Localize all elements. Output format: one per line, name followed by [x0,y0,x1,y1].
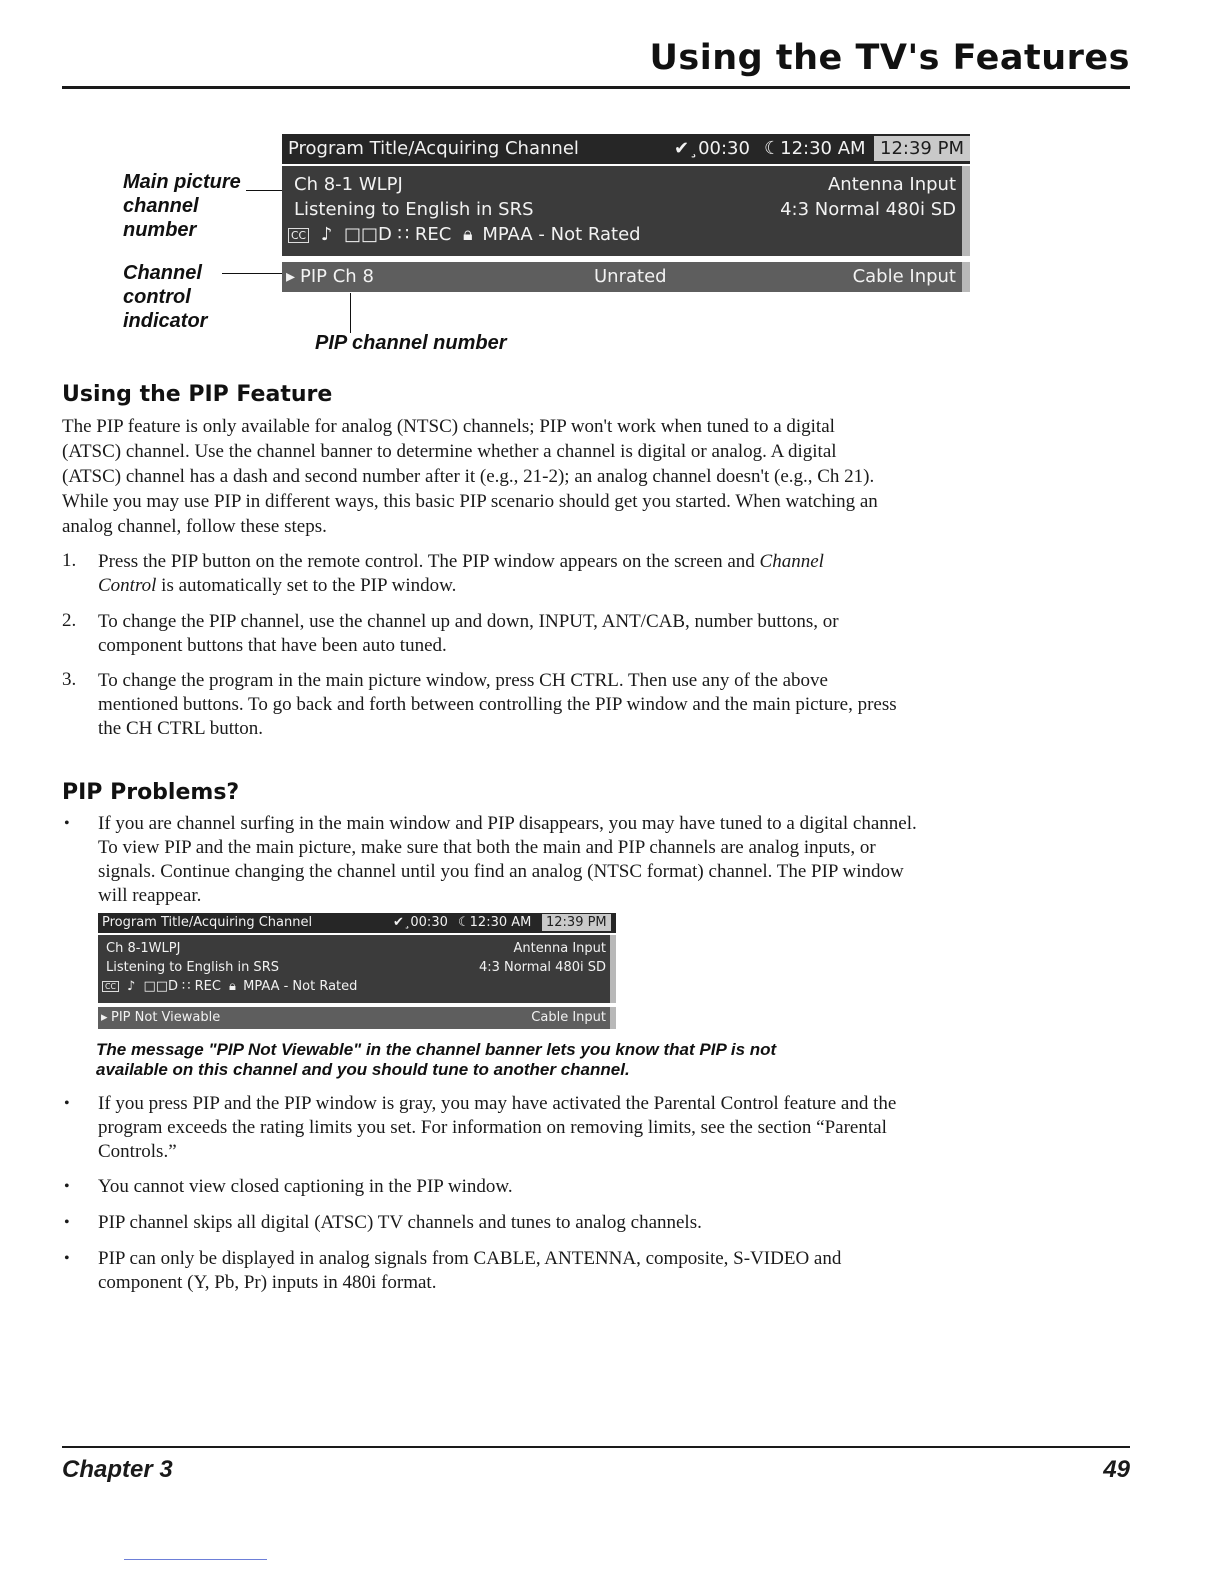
problem-item: If you are channel surfing in the main window and PIP disappears, you may have tuned to a digital channel. To view PIP and the main picture, make sure that both the main and PIP channels are analog inputs, or signals. Continue changing the channel until you find an analog (NTSC format) channel. The PIP window will reappear. [98,813,917,906]
banner-channel: Ch 8-1WLPJ [106,941,181,956]
channel-banner-figure2 [98,913,616,1034]
banner-main-info [98,935,616,1003]
banner-icons: □□D ∷ REC [344,224,452,245]
page-header-title: Using the TV's Features [649,38,1130,78]
banner-timer: ✔¸00:30 [674,138,750,159]
heading-pip-problems: PIP Problems? [62,780,240,805]
problem-item: PIP channel skips all digital (ATSC) TV channels and tunes to analog channels. [98,1212,702,1233]
lock-icon: 🔒︎ [463,224,473,245]
heading-using-pip: Using the PIP Feature [62,382,333,407]
footer-page-number: 49 [1103,1456,1130,1483]
bullet-icon: • [64,1250,70,1267]
footer-rule [62,1446,1130,1448]
audio-icon: ♪ [127,979,136,994]
bullet-icon: • [64,1095,70,1112]
banner-clock: ☾12:30 AM [458,915,532,930]
audio-icon: ♪ [320,224,333,245]
step-number: 3. [62,669,77,690]
bullet-icon: • [64,1178,70,1195]
channel-banner-figure1 [282,134,970,298]
banner-timer: ✔¸00:30 [393,915,448,930]
figure2-caption: The message "PIP Not Viewable" in the channel banner lets you know that PIP is not available on this channel and you should tune to another channel. [96,1040,777,1079]
leader-pip-channel [350,293,351,333]
scan-artifact-line [124,1559,267,1560]
pip-arrow-icon: ▸ [286,266,296,287]
problem-item: PIP can only be displayed in analog signals from CABLE, ANTENNA, composite, S-VIDEO and component (Y, Pb, Pr) inputs in 480i format. [98,1248,842,1293]
step-number: 2. [62,610,77,631]
banner-audio: Listening to English in SRS [294,199,534,220]
banner-title-bar [282,134,970,164]
intro-paragraph: The PIP feature is only available for analog (NTSC) channels; PIP won't work when tuned to a digital (ATSC) channel. Use the channel banner to determine whether a channel is digital or analog. A digital (ATSC) channel has a dash and second number after it (e.g., 21-2); an analog channel doesn't (e.g., Ch 21). While you may use PIP in different ways, this basic PIP scenario should get you started. When watching an analog channel, follow these steps. [62,416,878,537]
step-text: To change the program in the main picture window, press CH CTRL. Then use any of the above mentioned buttons. To go back and forth between controlling the PIP window and the main picture, press the CH CTRL button. [98,670,897,739]
step-text: Press the PIP button on the remote control. The PIP window appears on the screen and Channel Control is automatically set to the PIP window. [98,551,824,596]
callout-main-picture: Main picture channel number [123,171,241,241]
banner-rating: MPAA - Not Rated [482,224,641,245]
callout-channel-control: Channel control indicator [123,262,208,332]
bullet-icon: • [64,815,70,832]
banner-input: Antenna Input [827,174,956,195]
banner-pip-label: PIP Not Viewable [111,1010,221,1025]
banner-rating: MPAA - Not Rated [243,979,358,994]
banner-audio: Listening to English in SRS [106,960,279,975]
banner-time: 12:39 PM [542,914,611,931]
leader-channel-control [222,273,286,274]
banner-main-info [282,166,970,256]
banner-icons: □□D ∷ REC [143,979,221,994]
banner-pip-rating: Unrated [594,266,667,287]
banner-pip-input: Cable Input [531,1010,606,1025]
banner-title-bar [98,913,616,933]
banner-format: 4:3 Normal 480i SD [780,199,956,220]
banner-pip-bar [98,1007,616,1029]
banner-input: Antenna Input [513,941,606,956]
leader-main-picture [246,190,286,191]
cc-icon: CC [288,228,309,243]
cc-icon: CC [102,981,119,992]
step-text: To change the PIP channel, use the channel up and down, INPUT, ANT/CAB, number buttons, or component buttons that have been auto tuned. [98,611,839,656]
step-number: 1. [62,550,77,571]
banner-pip-label: PIP Ch 8 [300,266,374,287]
lock-icon: 🔒︎ [229,979,236,994]
pip-arrow-icon: ▸ [101,1010,108,1025]
footer-chapter: Chapter 3 [62,1456,173,1483]
banner-format: 4:3 Normal 480i SD [478,960,606,975]
problem-item: You cannot view closed captioning in the PIP window. [98,1176,513,1197]
header-rule [62,86,1130,89]
banner-clock: ☾12:30 AM [764,138,866,159]
banner-time: 12:39 PM [874,136,970,161]
problem-item: If you press PIP and the PIP window is gray, you may have activated the Parental Control feature and the program exceeds the rating limits you set. For information on removing limits, see the section “Parental Controls.” [98,1093,897,1162]
banner-program-title: Program Title/Acquiring Channel [288,138,579,159]
banner-channel: Ch 8-1 WLPJ [294,174,403,195]
banner-pip-input: Cable Input [852,266,956,287]
callout-pip-channel: PIP channel number [315,332,507,354]
banner-program-title: Program Title/Acquiring Channel [102,915,313,930]
bullet-icon: • [64,1214,70,1231]
banner-pip-bar [282,262,970,292]
